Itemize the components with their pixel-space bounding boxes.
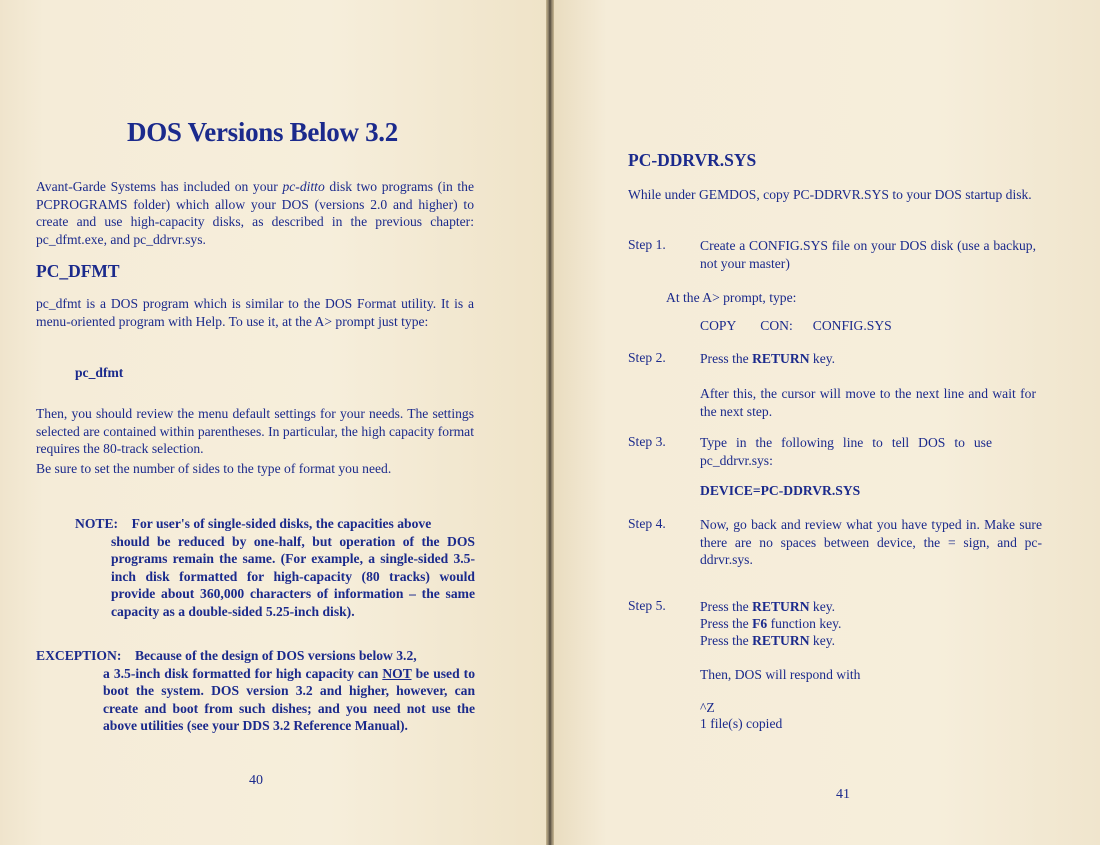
pc-dfmt-description: pc_dfmt is a DOS program which is similar to the DOS Format utility. It is a menu-oriented program with Help. To use it, at the A> prompt just type: [36, 296, 474, 329]
dos-response-intro: Then, DOS will respond with [700, 667, 861, 682]
step-1-text: Create a CONFIG.SYS file on your DOS disk (use a backup, not your master) [700, 238, 1036, 271]
step-3-label: Step 3. [628, 434, 666, 449]
page-number-left: 40 [249, 773, 263, 788]
settings-paragraph: Then, you should review the menu default settings for your needs. The settings selected are contained within parentheses. In particular, the high capacity format requires the 80-track selection. [36, 406, 474, 456]
ctrl-z-output: ^Z [700, 700, 715, 715]
device-line: DEVICE=PC-DDRVR.SYS [700, 483, 861, 498]
step-1-label: Step 1. [628, 237, 666, 252]
step-4-label: Step 4. [628, 516, 666, 531]
note-block: NOTE: For user's of single-sided disks, the capacities above should be reduced by one-half, but operation of the DOS programs remain the same. (For example, a single-sided 3.5-inch disk formatted for high-capacity (80 tracks) would provide about 360,000 characters of information – the same capacity as a double-sided 5.25-inch disk). [75, 516, 475, 619]
section-heading-pc-ddrvr: PC-DDRVR.SYS [628, 150, 757, 170]
key-return: RETURN [752, 633, 810, 648]
step-5-line-2: Press the F6 function key. [700, 616, 842, 631]
step-5-line-1: Press the RETURN key. [700, 599, 836, 614]
ddrvr-intro: While under GEMDOS, copy PC-DDRVR.SYS to your DOS startup disk. [628, 187, 1032, 202]
emphasis-not: NOT [382, 665, 412, 681]
section-heading-pc-dfmt: PC_DFMT [36, 261, 120, 281]
files-copied-output: 1 file(s) copied [700, 716, 783, 731]
command-pc-dfmt: pc_dfmt [75, 365, 124, 380]
step-3-text: Type in the following line to tell DOS to use pc_ddrvr.sys: [700, 435, 992, 468]
right-page [552, 0, 1100, 845]
step-5-label: Step 5. [628, 598, 666, 613]
key-return: RETURN [752, 599, 810, 614]
copy-command: COPY CON: CONFIG.SYS [700, 318, 892, 333]
key-f6: F6 [752, 616, 768, 631]
intro-paragraph: Avant-Garde Systems has included on your pc-ditto disk two programs (in the PCPROGRAMS folder) which allow your DOS (versions 2.0 and higher) to create and use high-capacity disks, as described in the previous chapter: pc_dfmt.exe, and pc_ddrvr.sys. [36, 179, 474, 247]
note-label: NOTE: [75, 516, 119, 531]
product-name: pc-ditto [282, 179, 325, 194]
step-2-label: Step 2. [628, 350, 666, 365]
step-4-text: Now, go back and review what you have typed in. Make sure there are no spaces between device, the = sign, and pc-ddrvr.sys. [700, 517, 1042, 567]
book-gutter [546, 0, 554, 845]
key-return: RETURN [752, 351, 810, 366]
step-5-line-3: Press the RETURN key. [700, 633, 836, 648]
prompt-instruction: At the A> prompt, type: [666, 290, 797, 305]
step-2-after: After this, the cursor will move to the next line and wait for the next step. [700, 386, 1036, 419]
exception-block: EXCEPTION: Because of the design of DOS versions below 3.2, a 3.5-inch disk formatted for high capacity can NOT be used to boot the system. DOS version 3.2 and higher, however, can create and boot from such dishes; and you need not use the above utilities (see your DDS 3.2 Reference Manual). [36, 648, 476, 733]
sides-paragraph: Be sure to set the number of sides to the type of format you need. [36, 461, 392, 476]
page-number-right: 41 [836, 787, 850, 802]
exception-label: EXCEPTION: [36, 648, 122, 663]
step-2-text: Press the RETURN key. [700, 351, 836, 366]
page-title: DOS Versions Below 3.2 [127, 117, 398, 147]
